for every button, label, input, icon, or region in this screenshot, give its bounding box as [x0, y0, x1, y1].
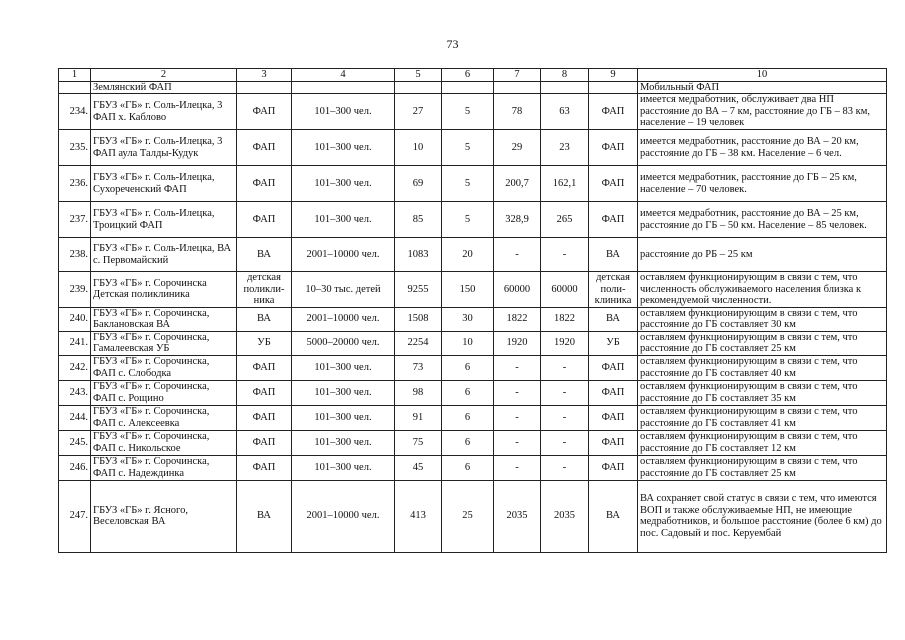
population-range: 101–300 чел. [292, 166, 395, 202]
note-text: оставляем функционирующим в связи с тем, что расстояние до ГБ составляет 12 км [638, 430, 887, 455]
row-number: 247. [59, 480, 91, 552]
value-col-6: 5 [442, 130, 494, 166]
population-range: 2001–10000 чел. [292, 480, 395, 552]
empty-cell [59, 81, 91, 94]
table-row [59, 307, 887, 331]
value-col-7: 328,9 [494, 202, 541, 238]
facility-type-new: ФАП [589, 202, 638, 238]
header-cell: 2 [91, 69, 237, 82]
table-row [59, 380, 887, 405]
value-col-7: - [494, 455, 541, 480]
facility-name: ГБУЗ «ГБ» г. Сорочинска Детская поликлиника [91, 272, 237, 308]
row-number: 245. [59, 430, 91, 455]
value-col-6: 6 [442, 405, 494, 430]
facility-type: ФАП [237, 405, 292, 430]
facility-type: УБ [237, 331, 292, 355]
empty-cell [237, 81, 292, 94]
header-cell: 5 [395, 69, 442, 82]
population-range: 101–300 чел. [292, 202, 395, 238]
value-col-5: 45 [395, 455, 442, 480]
note-text: ВА сохраняет свой статус в связи с тем, что имеются ВОП и также обслуживаемые НП, не имеющие медработников, и большое расстояние (более 6 км) до пос. Садовый и пос. Керуембай [638, 480, 887, 552]
value-col-8: 162,1 [541, 166, 589, 202]
header-row [59, 69, 887, 82]
facility-type: ФАП [237, 130, 292, 166]
note-text: оставляем функционирующим в связи с тем, что численность обслуживаемого населения близка к рекомендуемой численности. [638, 272, 887, 308]
value-col-5: 98 [395, 380, 442, 405]
header-cell: 6 [442, 69, 494, 82]
value-col-7: 1822 [494, 307, 541, 331]
facility-name: ГБУЗ «ГБ» г. Соль-Илецка, 3 ФАП аула Талды-Кудук [91, 130, 237, 166]
population-range: 101–300 чел. [292, 455, 395, 480]
value-col-8: - [541, 430, 589, 455]
value-col-5: 73 [395, 355, 442, 380]
value-col-7: 2035 [494, 480, 541, 552]
value-col-6: 6 [442, 355, 494, 380]
population-range: 2001–10000 чел. [292, 307, 395, 331]
note-text: оставляем функционирующим в связи с тем, что расстояние до ГБ составляет 25 км [638, 455, 887, 480]
table-row [59, 430, 887, 455]
row-number: 236. [59, 166, 91, 202]
row-number: 242. [59, 355, 91, 380]
facility-type: ФАП [237, 94, 292, 130]
value-col-8: 63 [541, 94, 589, 130]
section-name: Землянский ФАП [91, 81, 237, 94]
row-number: 243. [59, 380, 91, 405]
table-row [59, 331, 887, 355]
value-col-8: 23 [541, 130, 589, 166]
facility-type-new: ВА [589, 307, 638, 331]
value-col-6: 10 [442, 331, 494, 355]
facility-type-new: ВА [589, 238, 638, 272]
facility-type: ФАП [237, 166, 292, 202]
facility-type-new: ФАП [589, 355, 638, 380]
data-table [58, 68, 887, 553]
value-col-8: 2035 [541, 480, 589, 552]
empty-cell [589, 81, 638, 94]
population-range: 2001–10000 чел. [292, 238, 395, 272]
table-row [59, 94, 887, 130]
header-cell: 3 [237, 69, 292, 82]
value-col-7: - [494, 238, 541, 272]
table-row [59, 272, 887, 308]
value-col-7: 29 [494, 130, 541, 166]
value-col-8: - [541, 405, 589, 430]
note-text: оставляем функционирующим в связи с тем, что расстояние до ГБ составляет 30 км [638, 307, 887, 331]
facility-type: ФАП [237, 355, 292, 380]
table-row [59, 405, 887, 430]
facility-name: ГБУЗ «ГБ» г. Сорочинска, Баклановская ВА [91, 307, 237, 331]
population-range: 101–300 чел. [292, 405, 395, 430]
note-text: имеется медработник, расстояние до ВА – 25 км, расстояние до ГБ – 50 км. Население – 85 человек. [638, 202, 887, 238]
row-number: 238. [59, 238, 91, 272]
facility-name: ГБУЗ «ГБ» г. Сорочинска, ФАП с. Алексеевка [91, 405, 237, 430]
empty-cell [494, 81, 541, 94]
value-col-5: 2254 [395, 331, 442, 355]
header-cell: 7 [494, 69, 541, 82]
value-col-7: - [494, 430, 541, 455]
value-col-6: 5 [442, 202, 494, 238]
note-text: оставляем функционирующим в связи с тем, что расстояние до ГБ составляет 40 км [638, 355, 887, 380]
value-col-8: - [541, 455, 589, 480]
value-col-6: 150 [442, 272, 494, 308]
facility-type-new: ФАП [589, 455, 638, 480]
facility-name: ГБУЗ «ГБ» г. Сорочинска, ФАП с. Слободка [91, 355, 237, 380]
value-col-8: - [541, 355, 589, 380]
row-number: 239. [59, 272, 91, 308]
empty-cell [442, 81, 494, 94]
value-col-6: 20 [442, 238, 494, 272]
value-col-5: 27 [395, 94, 442, 130]
population-range: 101–300 чел. [292, 94, 395, 130]
facility-type-new: ФАП [589, 430, 638, 455]
section-note: Мобильный ФАП [638, 81, 887, 94]
facility-name: ГБУЗ «ГБ» г. Ясного, Веселовская ВА [91, 480, 237, 552]
value-col-7: 60000 [494, 272, 541, 308]
value-col-5: 10 [395, 130, 442, 166]
facility-type-new: ФАП [589, 94, 638, 130]
value-col-8: - [541, 238, 589, 272]
row-number: 241. [59, 331, 91, 355]
section-row [59, 81, 887, 94]
value-col-7: - [494, 355, 541, 380]
facility-name: ГБУЗ «ГБ» г. Сорочинска, Гамалеевская УБ [91, 331, 237, 355]
note-text: оставляем функционирующим в связи с тем, что расстояние до ГБ составляет 25 км [638, 331, 887, 355]
value-col-5: 75 [395, 430, 442, 455]
table-row [59, 355, 887, 380]
facility-type: ФАП [237, 430, 292, 455]
row-number: 235. [59, 130, 91, 166]
table-row [59, 480, 887, 552]
page-number: 73 [446, 37, 459, 51]
row-number: 246. [59, 455, 91, 480]
row-number: 237. [59, 202, 91, 238]
note-text: имеется медработник, расстояние до ГБ – 25 км, население – 70 человек. [638, 166, 887, 202]
facility-type-new: детская поли-клиника [589, 272, 638, 308]
value-col-5: 69 [395, 166, 442, 202]
facility-name: ГБУЗ «ГБ» г. Сорочинска, ФАП с. Надеждинка [91, 455, 237, 480]
facility-type-new: ВА [589, 480, 638, 552]
value-col-8: 1822 [541, 307, 589, 331]
value-col-6: 5 [442, 166, 494, 202]
population-range: 101–300 чел. [292, 430, 395, 455]
row-number: 240. [59, 307, 91, 331]
value-col-6: 6 [442, 380, 494, 405]
facility-type: ВА [237, 480, 292, 552]
population-range: 5000–20000 чел. [292, 331, 395, 355]
value-col-7: 1920 [494, 331, 541, 355]
facility-type-new: ФАП [589, 130, 638, 166]
header-cell: 9 [589, 69, 638, 82]
note-text: имеется медработник, обслуживает два НП расстояние до ВА – 7 км, расстояние до ГБ – 83 км, население – 19 человек [638, 94, 887, 130]
population-range: 101–300 чел. [292, 130, 395, 166]
facility-name: ГБУЗ «ГБ» г. Соль-Илецка, Сухореченский ФАП [91, 166, 237, 202]
value-col-6: 6 [442, 430, 494, 455]
facility-type: детская поликли-ника [237, 272, 292, 308]
population-range: 101–300 чел. [292, 355, 395, 380]
value-col-6: 25 [442, 480, 494, 552]
value-col-6: 30 [442, 307, 494, 331]
value-col-8: - [541, 380, 589, 405]
note-text: оставляем функционирующим в связи с тем, что расстояние до ГБ составляет 35 км [638, 380, 887, 405]
value-col-5: 413 [395, 480, 442, 552]
table-body [59, 69, 887, 553]
empty-cell [395, 81, 442, 94]
facility-type-new: ФАП [589, 380, 638, 405]
facility-name: ГБУЗ «ГБ» г. Сорочинска, ФАП с. Никольское [91, 430, 237, 455]
value-col-5: 1508 [395, 307, 442, 331]
value-col-7: - [494, 405, 541, 430]
value-col-7: 78 [494, 94, 541, 130]
facility-type-new: ФАП [589, 166, 638, 202]
note-text: оставляем функционирующим в связи с тем, что расстояние до ГБ составляет 41 км [638, 405, 887, 430]
header-cell: 1 [59, 69, 91, 82]
value-col-5: 9255 [395, 272, 442, 308]
facility-type-new: ФАП [589, 405, 638, 430]
row-number: 234. [59, 94, 91, 130]
population-range: 10–30 тыс. детей [292, 272, 395, 308]
value-col-6: 5 [442, 94, 494, 130]
facility-type-new: УБ [589, 331, 638, 355]
table-row [59, 130, 887, 166]
row-number: 244. [59, 405, 91, 430]
header-cell: 10 [638, 69, 887, 82]
facility-name: ГБУЗ «ГБ» г. Соль-Илецка, Троицкий ФАП [91, 202, 237, 238]
table-row [59, 238, 887, 272]
table-row [59, 202, 887, 238]
population-range: 101–300 чел. [292, 380, 395, 405]
value-col-5: 1083 [395, 238, 442, 272]
facility-type: ФАП [237, 202, 292, 238]
note-text: расстояние до РБ – 25 км [638, 238, 887, 272]
value-col-8: 60000 [541, 272, 589, 308]
facility-name: ГБУЗ «ГБ» г. Сорочинска, ФАП с. Рощино [91, 380, 237, 405]
empty-cell [541, 81, 589, 94]
facility-type: ФАП [237, 380, 292, 405]
table-row [59, 166, 887, 202]
value-col-6: 6 [442, 455, 494, 480]
facility-type: ВА [237, 307, 292, 331]
table-row [59, 455, 887, 480]
note-text: имеется медработник, расстояние до ВА – 20 км, расстояние до ГБ – 38 км. Население – 6 чел. [638, 130, 887, 166]
header-cell: 8 [541, 69, 589, 82]
value-col-7: 200,7 [494, 166, 541, 202]
value-col-5: 85 [395, 202, 442, 238]
header-cell: 4 [292, 69, 395, 82]
facility-name: ГБУЗ «ГБ» г. Соль-Илецка, ВА с. Первомайский [91, 238, 237, 272]
facility-type: ВА [237, 238, 292, 272]
value-col-8: 1920 [541, 331, 589, 355]
facility-name: ГБУЗ «ГБ» г. Соль-Илецка, 3 ФАП х. Каблово [91, 94, 237, 130]
facility-type: ФАП [237, 455, 292, 480]
empty-cell [292, 81, 395, 94]
value-col-8: 265 [541, 202, 589, 238]
value-col-5: 91 [395, 405, 442, 430]
value-col-7: - [494, 380, 541, 405]
